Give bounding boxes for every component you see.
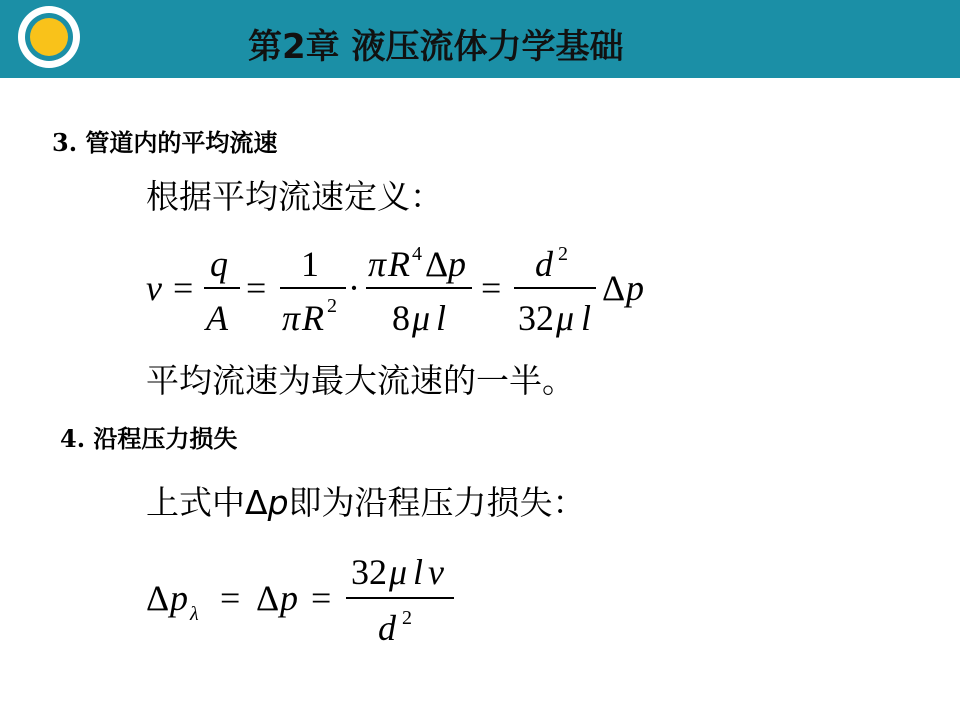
exponent: 4: [412, 243, 422, 265]
equals-sign: =: [220, 578, 241, 618]
exponent: 2: [558, 243, 568, 265]
numeral-eight: 8: [392, 298, 410, 338]
sun-icon: [30, 18, 68, 56]
dot-operator: ·: [348, 268, 360, 308]
section-3-conclusion: 平均流速为最大流速的一半。: [146, 361, 575, 400]
pressure-loss-formula: [140, 546, 480, 656]
delta-symbol: Δ: [602, 268, 626, 308]
var-p: p: [448, 244, 466, 284]
numeral-32: 32: [518, 298, 554, 338]
logo-icon: [18, 6, 80, 68]
var-v: v: [428, 552, 444, 592]
numeral-one: 1: [301, 244, 319, 284]
var-R: R: [388, 244, 410, 284]
var-l: l: [413, 552, 424, 592]
average-velocity-formula: [140, 238, 680, 342]
var-lambda: λ: [190, 603, 199, 625]
var-l: l: [581, 298, 592, 338]
var-d: d: [378, 608, 396, 648]
page-title: 第2章 液压流体力学基础: [248, 27, 624, 67]
section-3-heading: 3. 管道内的平均流速: [52, 128, 278, 157]
equals-sign: =: [173, 268, 194, 308]
var-mu: μ: [412, 298, 431, 338]
var-A: A: [206, 298, 228, 338]
var-pi: π: [368, 244, 387, 284]
numeral-32: 32: [351, 552, 387, 592]
delta-symbol: Δ: [425, 244, 449, 284]
section-3-intro: 根据平均流速定义：: [146, 177, 443, 216]
header-bar: [0, 0, 960, 78]
equals-sign: =: [246, 268, 267, 308]
var-mu: μ: [556, 298, 575, 338]
section-4-intro: 上式中Δp即为沿程压力损失：: [146, 483, 586, 522]
var-pi: π: [282, 298, 301, 338]
exponent: 2: [327, 295, 337, 317]
delta-symbol: Δ: [146, 578, 170, 618]
var-p: p: [626, 268, 644, 308]
equals-sign: =: [311, 578, 332, 618]
var-p: p: [170, 578, 188, 618]
var-l: l: [436, 298, 447, 338]
delta-symbol: Δ: [256, 578, 280, 618]
var-q: q: [210, 244, 228, 284]
var-p: p: [280, 578, 298, 618]
exponent: 2: [402, 607, 412, 629]
section-4-heading: 4. 沿程压力损失: [60, 424, 238, 453]
var-mu: μ: [389, 552, 408, 592]
var-d: d: [535, 244, 553, 284]
var-R: R: [302, 298, 324, 338]
var-p: p: [267, 483, 289, 522]
var-v: v: [146, 268, 162, 308]
equals-sign: =: [481, 268, 502, 308]
